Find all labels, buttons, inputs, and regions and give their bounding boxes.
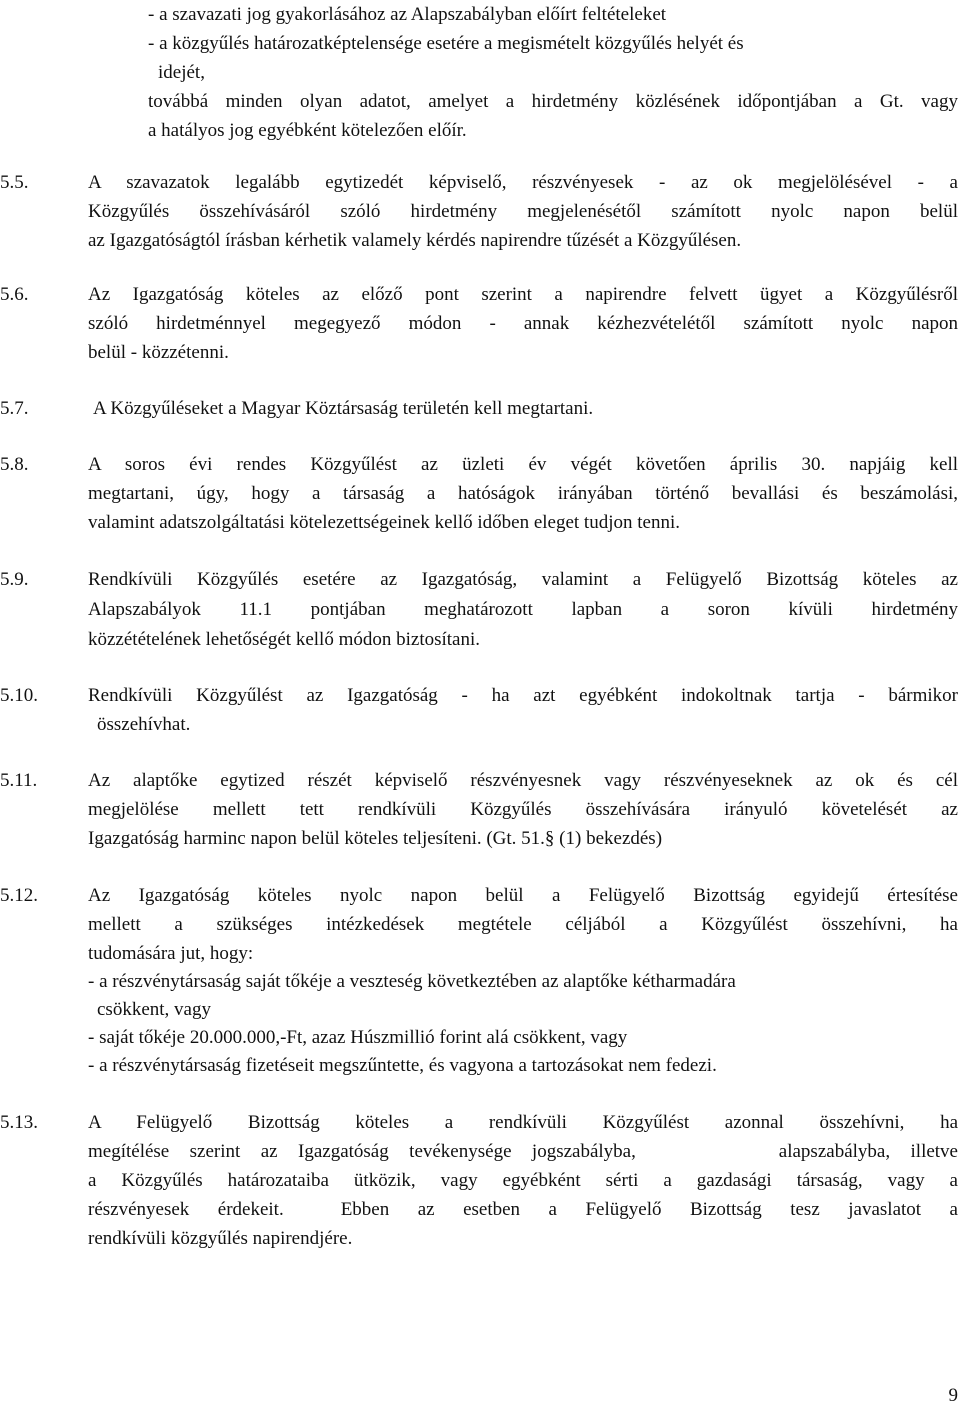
text-line: továbbá minden olyan adatot, amelyet a hirdetmény közlésének időpontjában a Gt. vagy xyxy=(148,91,958,112)
text-line: A szavazatok legalább egytizedét képviselő, részvényesek - az ok megjelölésével - a xyxy=(88,172,958,193)
section-number: 5.9. xyxy=(0,569,29,590)
section-number: 5.13. xyxy=(0,1112,38,1133)
text-line: csökkent, vagy xyxy=(97,999,211,1020)
section-number: 5.10. xyxy=(0,685,38,706)
section-number: 5.7. xyxy=(0,398,29,419)
text-line: rendkívüli közgyűlés napirendjére. xyxy=(88,1228,353,1249)
text-line: megítélése szerint az Igazgatóság tevékenysége jogszabályba, alapszabályba, illetve xyxy=(88,1141,958,1162)
text-line: összehívhat. xyxy=(97,714,191,735)
text-line: - a közgyűlés határozatképtelensége esetére a megismételt közgyűlés helyét és xyxy=(148,33,744,54)
text-line: mellett a szükséges intézkedések megtétele céljából a Közgyűlést összehívni, ha xyxy=(88,914,958,935)
text-line: Az Igazgatóság köteles az előző pont szerint a napirendre felvett ügyet a Közgyűlésről xyxy=(88,284,958,305)
text-line: A Közgyűléseket a Magyar Köztársaság területén kell megtartani. xyxy=(93,398,594,419)
text-line: Az alaptőke egytized részét képviselő részvényesnek vagy részvényeseknek az ok és cél xyxy=(88,770,958,791)
text-line: Igazgatóság harminc napon belül köteles teljesíteni. (Gt. 51.§ (1) bekezdés) xyxy=(88,828,663,849)
text-line: A Felügyelő Bizottság köteles a rendkívüli Közgyűlést azonnal összehívni, ha xyxy=(88,1112,958,1133)
text-line: Közgyűlés összehívásáról szóló hirdetmény megjelenésétől számított nyolc napon belül xyxy=(88,201,958,222)
text-line: megtartani, úgy, hogy a társaság a hatóságok irányában történő bevallási és beszámolási, xyxy=(88,483,958,504)
section-number: 5.6. xyxy=(0,284,29,305)
text-line: - a szavazati jog gyakorlásához az Alapszabályban előírt feltételeket xyxy=(148,4,667,25)
page-number: 9 xyxy=(948,1385,958,1406)
text-line: valamint adatszolgáltatási kötelezettségeinek kellő időben eleget tudjon tenni. xyxy=(88,512,680,533)
text-line: - saját tőkéje 20.000.000,-Ft, azaz Húszmillió forint alá csökkent, vagy xyxy=(88,1027,628,1048)
text-line: közzétételének lehetőségét kellő módon biztosítani. xyxy=(88,629,481,650)
text-line: a hatályos jog egyébként kötelezően előír. xyxy=(148,120,467,141)
section-number: 5.5. xyxy=(0,172,29,193)
text-line: Alapszabályok 11.1 pontjában meghatározott lapban a soron kívüli hirdetmény xyxy=(88,599,958,620)
text-line: belül - közzétenni. xyxy=(88,342,229,363)
text-line: megjelölése mellett tett rendkívüli Közgyűlés összehívására irányuló követelését az xyxy=(88,799,958,820)
text-line: idejét, xyxy=(158,62,205,83)
text-line: részvényesek érdekeit. Ebben az esetben a Felügyelő Bizottság tesz javaslatot a xyxy=(88,1199,958,1220)
text-line: - a részvénytársaság fizetéseit megszűntette, és vagyona a tartozásokat nem fedezi. xyxy=(88,1055,717,1076)
text-line: Rendkívüli Közgyűlést az Igazgatóság - ha azt egyébként indokoltnak tartja - bármikor xyxy=(88,685,958,706)
section-number: 5.8. xyxy=(0,454,29,475)
text-line: A soros évi rendes Közgyűlést az üzleti év végét követően április 30. napjáig kell xyxy=(88,454,958,475)
text-line: a Közgyűlés határozataiba ütközik, vagy egyébként sérti a gazdasági társaság, vagy a xyxy=(88,1170,958,1191)
text-line: Rendkívüli Közgyűlés esetére az Igazgatóság, valamint a Felügyelő Bizottság köteles az xyxy=(88,569,958,590)
text-line: Az Igazgatóság köteles nyolc napon belül a Felügyelő Bizottság egyidejű értesítése xyxy=(88,885,958,906)
text-line: szóló hirdetménnyel megegyező módon - annak kézhezvételétől számított nyolc napon xyxy=(88,313,958,334)
section-number: 5.11. xyxy=(0,770,38,791)
text-line: - a részvénytársaság saját tőkéje a veszteség következtében az alaptőke kétharmadára xyxy=(88,971,736,992)
text-line: tudomására jut, hogy: xyxy=(88,943,254,964)
section-number: 5.12. xyxy=(0,885,38,906)
text-line: az Igazgatóságtól írásban kérhetik valamely kérdés napirendre tűzését a Közgyűlésen. xyxy=(88,230,742,251)
